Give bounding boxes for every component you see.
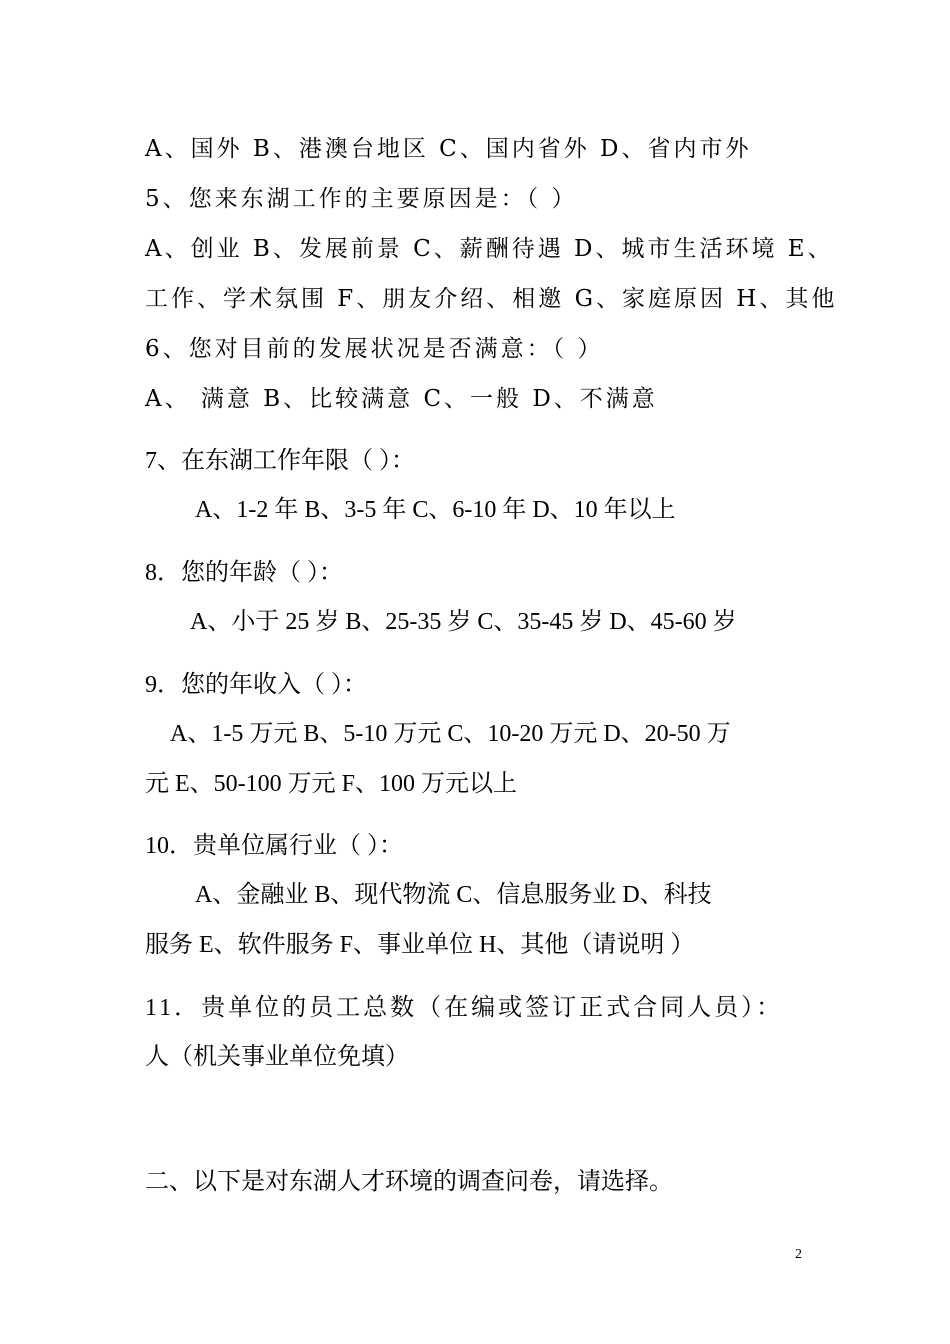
section-two-heading: 二、以下是对东湖人才环境的调查问卷，请选择。 [145, 1169, 673, 1195]
q10-options-line1: A、金融业 B、现代物流 C、信息服务业 D、科技 [195, 882, 712, 908]
q7-question: 7、在东湖工作年限（ ）： [145, 448, 415, 474]
q5-options-line1: A、创业 B、发展前景 C、薪酬待遇 D、城市生活环境 E、 [145, 236, 834, 262]
q4-options: A、国外 B、港澳台地区 C、国内省外 D、省内市外 [145, 136, 752, 162]
q9-question: 9．您的年收入（ ）： [145, 672, 367, 698]
q6-question: 6、您对目前的发展状况是否满意：（ ） [145, 336, 604, 362]
q6-options: A、 满意 B、比较满意 C、一般 D、不满意 [145, 386, 658, 412]
q7-options: A、1-2 年 B、3-5 年 C、6-10 年 D、10 年以上 [195, 497, 676, 523]
q10-question: 10．贵单位属行业（ ）： [145, 833, 403, 859]
q9-options-line1: A、1-5 万元 B、5-10 万元 C、10-20 万元 D、20-50 万 [170, 721, 731, 747]
page-number: 2 [795, 1247, 802, 1262]
q8-options: A、小于 25 岁 B、25-35 岁 C、35-45 岁 D、45-60 岁 [190, 609, 737, 635]
q8-question: 8．您的年龄（ ）： [145, 560, 343, 586]
q10-options-line2: 服务 E、软件服务 F、事业单位 H、其他（请说明 ） [145, 932, 695, 958]
q9-options-line2: 元 E、50-100 万元 F、100 万元以上 [145, 771, 517, 797]
q11-question: 11．贵单位的员工总数（在编或签订正式合同人员）： [145, 995, 784, 1021]
q11-continuation: 人（机关事业单位免填） [145, 1044, 409, 1070]
q5-question: 5、您来东湖工作的主要原因是：（ ） [145, 186, 578, 212]
q5-options-line2: 工作、学术氛围 F、朋友介绍、相邀 G、家庭原因 H、其他 [145, 286, 838, 312]
